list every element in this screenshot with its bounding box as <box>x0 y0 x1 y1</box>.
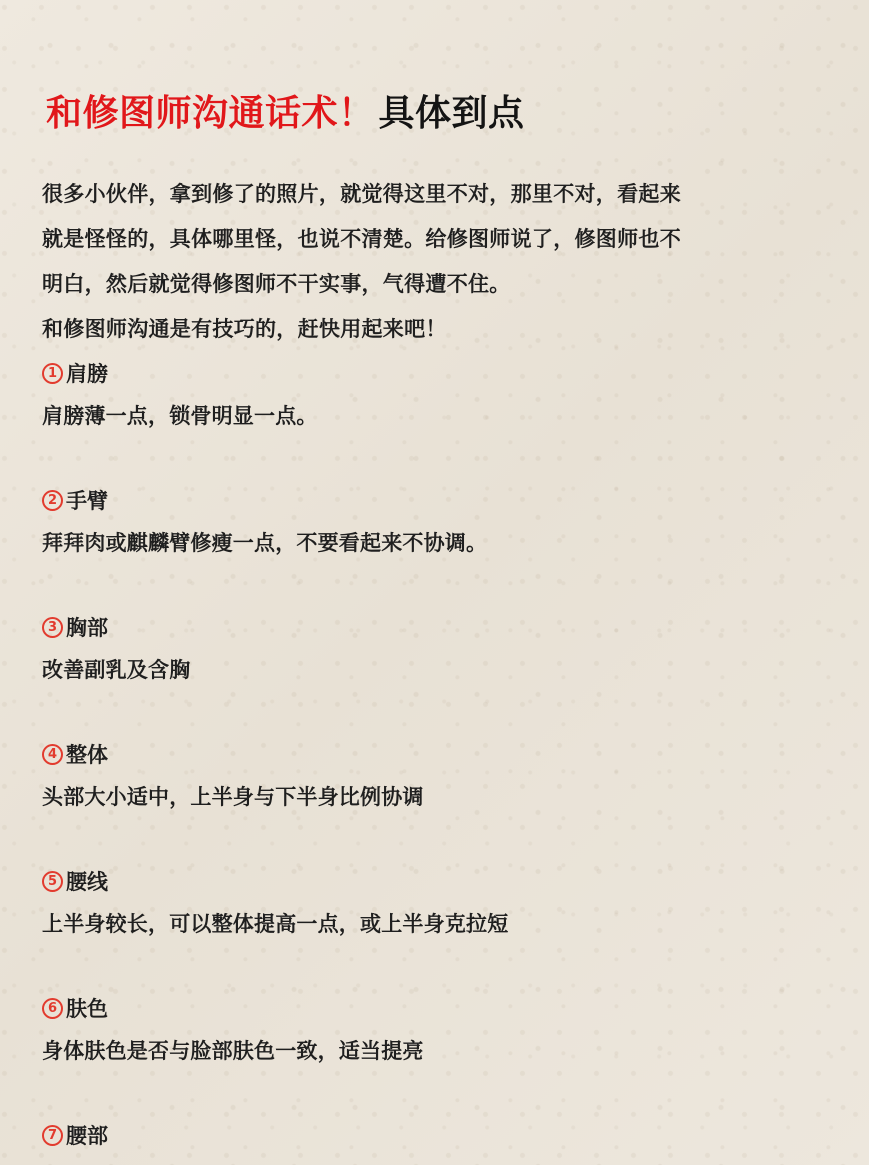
title-red-part: 和修图师沟通话术！ <box>46 93 375 134</box>
section-arms <box>42 479 829 563</box>
section-spacer <box>42 944 829 987</box>
section-heading <box>42 606 829 648</box>
section-body: 身体肤色是否与脸部肤色一致，适当提亮 <box>42 1039 424 1063</box>
circled-number-5-icon: 5 <box>42 871 63 892</box>
section-body: 头部大小适中，上半身与下半身比例协调 <box>42 785 424 809</box>
circled-number-1-icon: 1 <box>42 363 63 384</box>
circled-number-7-icon: 7 <box>42 1125 63 1146</box>
section-heading-text: 胸部 <box>66 616 108 640</box>
section-waist <box>42 1114 829 1156</box>
section-heading-text: 腰部 <box>66 1124 108 1148</box>
section-heading <box>42 352 829 394</box>
section-heading-text: 手臂 <box>66 489 108 513</box>
circled-number-2-icon: 2 <box>42 490 63 511</box>
section-body: 上半身较长，可以整体提高一点，或上半身克拉短 <box>42 912 509 936</box>
section-heading <box>42 987 829 1029</box>
intro-line: 明白，然后就觉得修图师不干实事，气得遭不住。 <box>42 272 511 296</box>
section-body: 肩膀薄一点，锁骨明显一点。 <box>42 404 318 428</box>
intro-line: 和修图师沟通是有技巧的，赶快用起来吧！ <box>42 317 447 341</box>
page-title <box>46 88 829 140</box>
circled-number-3-icon: 3 <box>42 617 63 638</box>
section-shoulders <box>42 352 829 436</box>
intro-line: 很多小伙伴，拿到修了的照片，就觉得这里不对，那里不对，看起来 <box>42 182 681 206</box>
section-heading <box>42 860 829 902</box>
circled-number-6-icon: 6 <box>42 998 63 1019</box>
section-waistline <box>42 860 829 944</box>
section-heading <box>42 733 829 775</box>
circled-number-4-icon: 4 <box>42 744 63 765</box>
section-chest <box>42 606 829 690</box>
section-body: 拜拜肉或麒麟臂修瘦一点，不要看起来不协调。 <box>42 531 488 555</box>
section-heading <box>42 479 829 521</box>
section-heading <box>42 1114 829 1156</box>
section-body: 改善副乳及含胸 <box>42 658 191 682</box>
section-spacer <box>42 436 829 479</box>
section-overall <box>42 733 829 817</box>
section-skin-tone <box>42 987 829 1071</box>
section-spacer <box>42 563 829 606</box>
section-spacer <box>42 1071 829 1114</box>
section-heading-text: 整体 <box>66 743 108 767</box>
section-spacer <box>42 690 829 733</box>
section-heading-text: 肤色 <box>66 997 108 1021</box>
intro-paragraph <box>42 172 829 352</box>
section-heading-text: 肩膀 <box>66 362 108 386</box>
section-spacer <box>42 817 829 860</box>
section-heading-text: 腰线 <box>66 870 108 894</box>
intro-line: 就是怪怪的，具体哪里怪，也说不清楚。给修图师说了，修图师也不 <box>42 227 681 251</box>
title-black-part: 具体到点 <box>378 93 525 134</box>
